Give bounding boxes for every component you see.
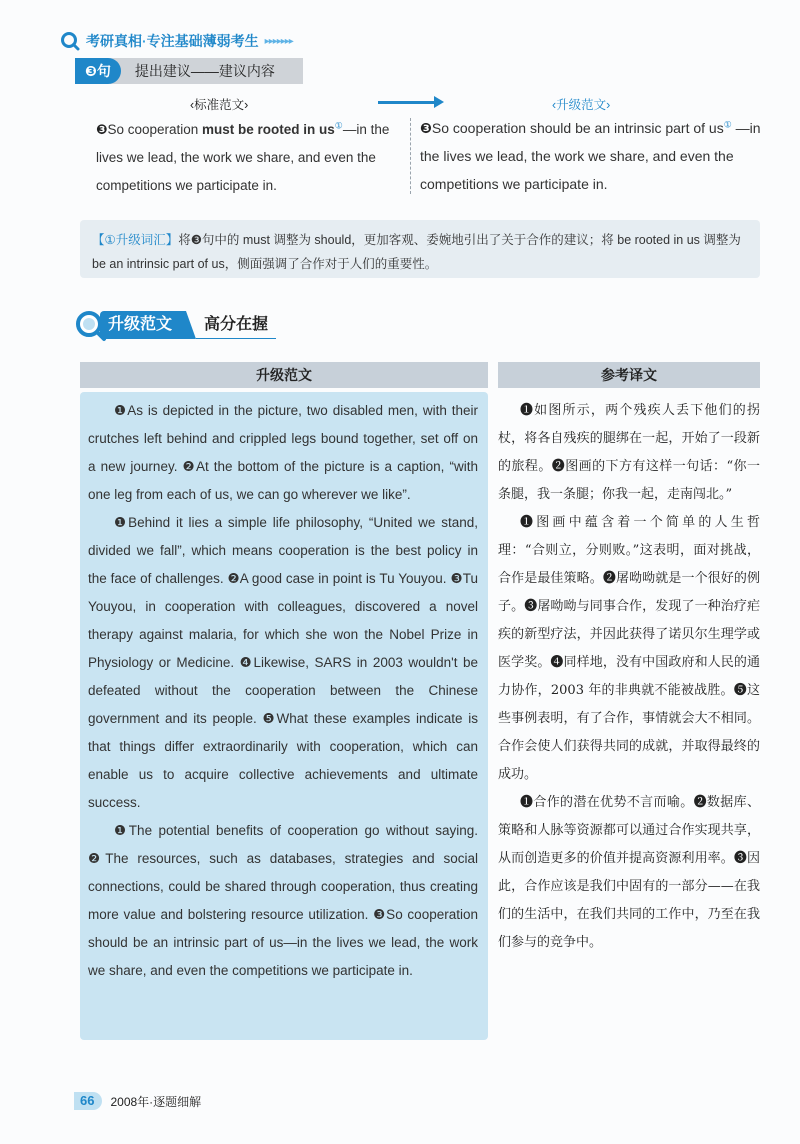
brand-title bbox=[86, 31, 259, 51]
translation-paragraph: ❶图画中蕴含着一个简单的人生哲理：“合则立，分则败。”这表明，面对挑战，合作是最佳策略。❷屠呦呦就是一个很好的例子。❸屠呦呦与同事合作，发现了一种治疗疟疾的新型疗法，并因此获得了诺贝尔生理学或医学奖。❹同样地，没有中国政府和人民的通力协作，2003 年的非典就不能被战胜。❺这些事例表明，有了合作，事情就会大不相同。合作会使人们获得共同的成就，并取得最终的成功。 bbox=[498, 515, 760, 782]
section-3-bar bbox=[75, 58, 303, 84]
dashed-divider bbox=[410, 118, 411, 194]
chapter-label: 2008年·逐题细解 bbox=[110, 1094, 202, 1109]
sentence-after: —in the lives we lead, the work we share, and even the competitions we participate in. bbox=[96, 122, 390, 193]
standard-essay-label: ‹标准范文› bbox=[190, 98, 249, 112]
heading-sub: 高分在握 bbox=[196, 311, 276, 339]
translation-body bbox=[498, 397, 760, 957]
sentence-number: ❸ bbox=[96, 122, 108, 137]
heading-main: 升级范文 bbox=[100, 311, 186, 339]
vocabulary-note bbox=[80, 220, 760, 278]
header-arrows-icon: ▸▸▸▸▸▸▸ bbox=[264, 35, 293, 47]
arrow-right-icon bbox=[378, 101, 436, 104]
magnifier-logo-icon bbox=[60, 31, 80, 51]
sentence-number: ❸ bbox=[420, 120, 432, 136]
sentence-after: —in the lives we lead, the work we share, and even the competitions we participate in. bbox=[420, 120, 761, 192]
note-text: 将❸句中的 must 调整为 should，更加客观、委婉地引出了关于合作的建议；将 be rooted in us 调整为 be an intrinsic part of us，侧面强调了合作对于人们的重要性。 bbox=[92, 233, 741, 271]
sentence-before: So cooperation bbox=[107, 122, 203, 137]
section-3-badge: ❸句 bbox=[75, 58, 121, 84]
footnote-mark: ① bbox=[334, 120, 343, 131]
essay-paragraph: ❶Behind it lies a simple life philosophy, “United we stand, divided we fall”, which means cooperation is the best policy in the face of challenges. ❷A good case in point is Tu Youyou. ❸Tu Youyou, in cooperation with colleagues, discovered a novel therapy against malaria, for which she won the Nobel Prize in Physiology or Medicine. ❹Likewise, SARS in 2003 wouldn't be defeated without the cooperation between the Chinese government and its people. ❺What these examples indicate is that things differ extraordinarily with cooperation, which can enable us to acquire collective achievements and ultimate success. bbox=[88, 515, 478, 810]
brand-tagline: 专注基础薄弱考生 bbox=[146, 33, 259, 49]
upgrade-sentence bbox=[420, 114, 765, 198]
essay-column-title: 升级范文 bbox=[80, 362, 488, 388]
footnote-mark: ① bbox=[723, 119, 732, 130]
note-tag: 【①升级词汇】 bbox=[92, 233, 179, 247]
upgrade-essay-heading bbox=[74, 308, 276, 342]
sentence-before: So cooperation bbox=[431, 120, 530, 136]
section-3-title: 提出建议——建议内容 bbox=[134, 63, 275, 79]
standard-sentence bbox=[96, 116, 406, 200]
heading-slant bbox=[186, 311, 196, 339]
translation-column-title: 参考译文 bbox=[498, 362, 760, 388]
translation-paragraph: ❶如图所示，两个残疾人丢下他们的拐杖，将各自残疾的腿绑在一起，开始了一段新的旅程。❷图画的下方有这样一句话：“你一条腿，我一条腿；你我一起，走南闯北。” bbox=[498, 403, 760, 502]
arrow-head-icon bbox=[434, 96, 444, 108]
page-header bbox=[60, 30, 293, 52]
sentence-highlight: should be an intrinsic part of us bbox=[529, 120, 724, 136]
brand-main: 考研真相 bbox=[86, 33, 142, 49]
upgrade-essay-label: ‹升级范文› bbox=[552, 98, 611, 112]
essay-paragraph: ❶The potential benefits of cooperation go without saying. ❷The resources, such as databases, strategies and social connections, could be shared through cooperation, thus creating more value and bolstering resource utilization. ❸So cooperation should be an intrinsic part of us—in the lives we lead, the work we share, and even the competitions we participate in. bbox=[88, 823, 478, 978]
page-footer bbox=[74, 1091, 201, 1111]
translation-paragraph: ❶合作的潜在优势不言而喻。❷数据库、策略和人脉等资源都可以通过合作实现共享，从而创造更多的价值并提高资源利用率。❸因此，合作应该是我们中固有的一部分——在我们的生活中，在我们共同的工作中，乃至在我们参与的竞争中。 bbox=[498, 795, 760, 950]
essay-paragraph: ❶As is depicted in the picture, two disabled men, with their crutches left behind and crippled legs bound together, set off on a new journey. ❷At the bottom of the picture is a caption, “with one leg from each of us, we can go wherever we like”. bbox=[88, 403, 478, 502]
brand-dot: · bbox=[142, 33, 147, 49]
sentence-highlight: must be rooted in us bbox=[202, 122, 335, 137]
page-number: 66 bbox=[74, 1092, 102, 1110]
essay-body bbox=[88, 397, 478, 985]
